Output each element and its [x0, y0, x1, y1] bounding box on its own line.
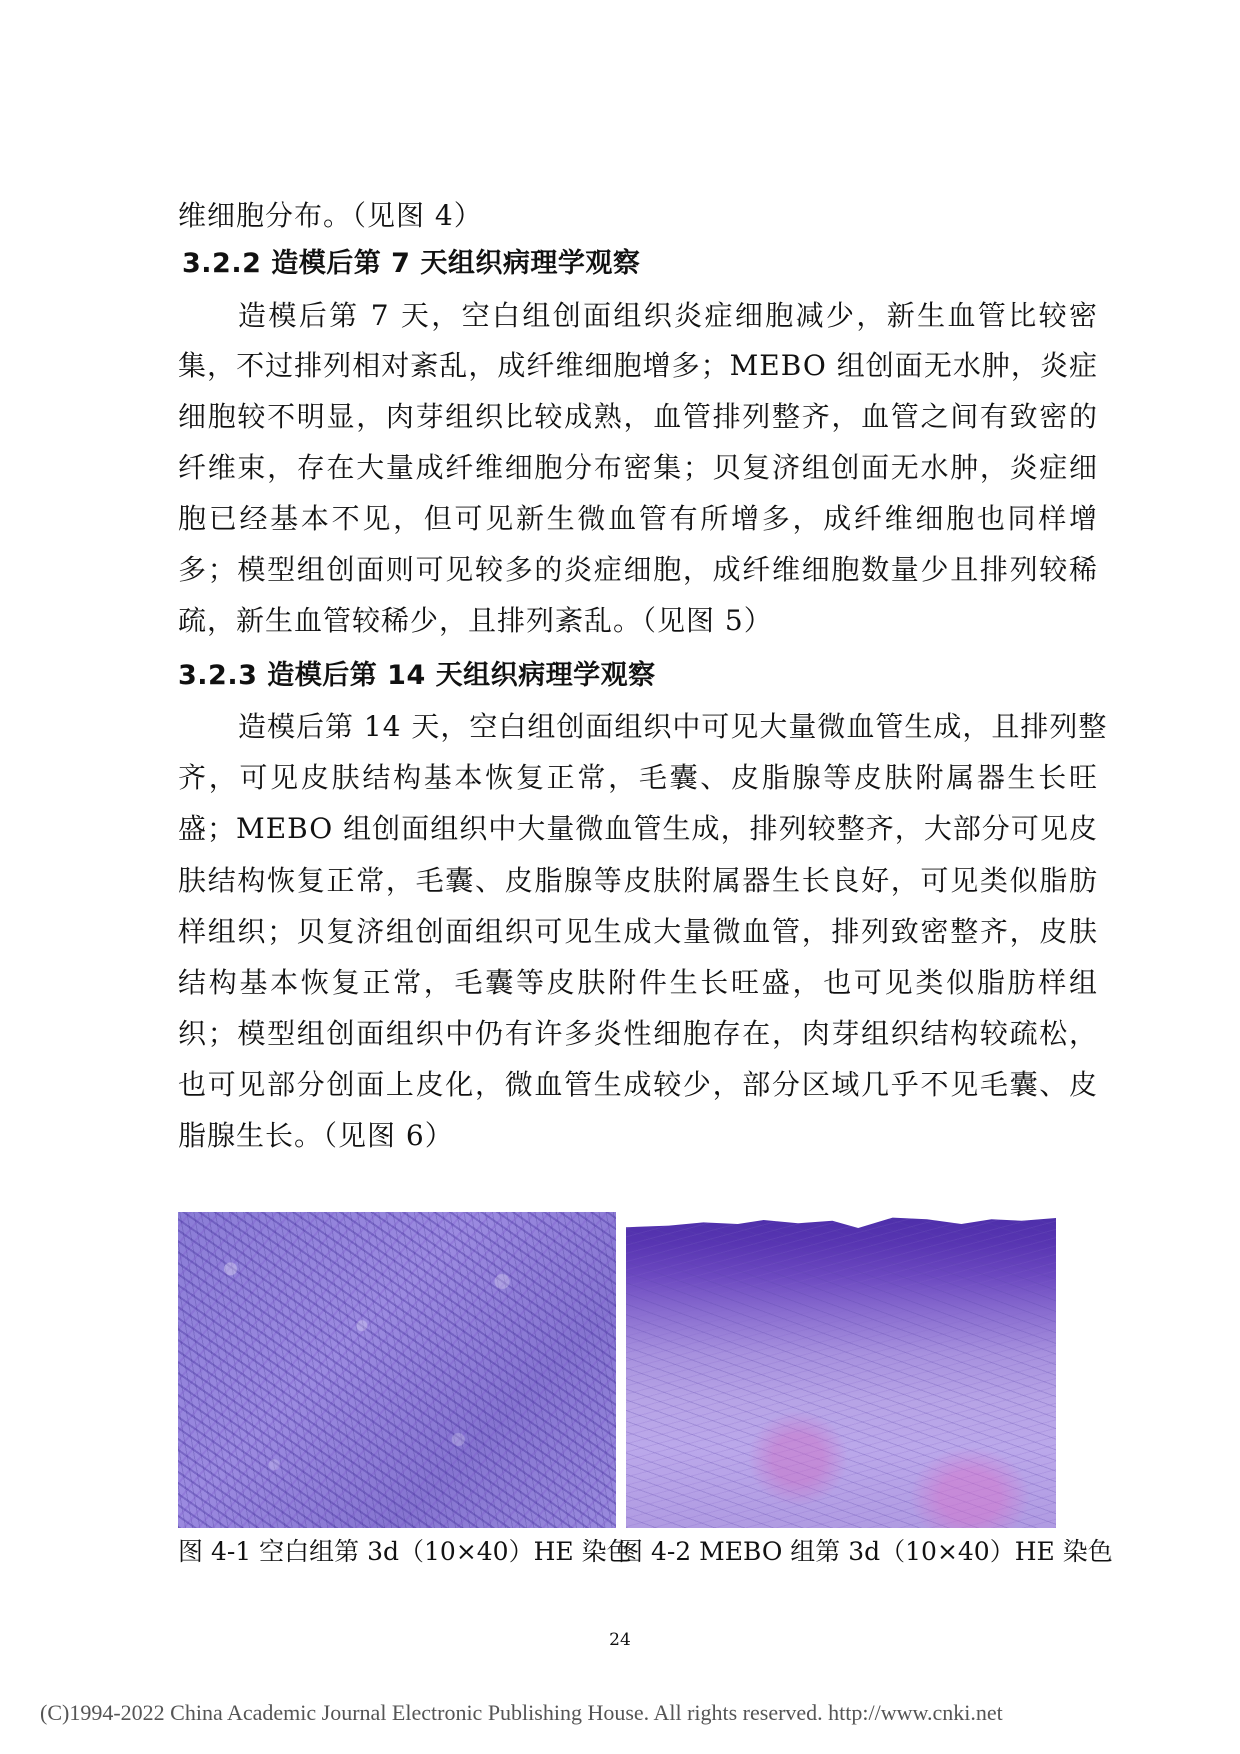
paragraph-line: 结构基本恢复正常，毛囊等皮肤附件生长旺盛，也可见类似脂肪样组 [178, 966, 1098, 999]
paragraph-line: 细胞较不明显，肉芽组织比较成熟，血管排列整齐，血管之间有致密的 [178, 400, 1098, 433]
copyright-footer: (C)1994-2022 China Academic Journal Electronic Publishing House. All rights reserved. http://www.cnki.net [40, 1700, 1003, 1725]
section-heading-day14: 3.2.3 造模后第 14 天组织病理学观察 [178, 660, 656, 691]
paragraph-continuation: 维细胞分布。（见图 4） [178, 199, 483, 232]
paragraph-line: 造模后第 14 天，空白组创面组织中可见大量微血管生成，且排列整 [238, 710, 1108, 743]
paragraph-line: 集，不过排列相对紊乱，成纤维细胞增多；MEBO 组创面无水肿，炎症 [178, 349, 1098, 382]
paragraph-line: 齐，可见皮肤结构基本恢复正常，毛囊、皮脂腺等皮肤附属器生长旺 [178, 761, 1098, 794]
image-edge [626, 1212, 1056, 1252]
paragraph-line: 肤结构恢复正常，毛囊、皮脂腺等皮肤附属器生长良好，可见类似脂肪 [178, 864, 1098, 897]
paragraph-line: 造模后第 7 天，空白组创面组织炎症细胞减少，新生血管比较密 [238, 299, 1098, 332]
section-heading-day7: 3.2.2 造模后第 7 天组织病理学观察 [182, 248, 641, 279]
figure-caption-4-1: 图 4-1 空白组第 3d（10×40）HE 染色 [178, 1537, 632, 1566]
paragraph-line: 脂腺生长。（见图 6） [178, 1119, 454, 1152]
paragraph-line: 样组织；贝复济组创面组织可见生成大量微血管，排列致密整齐，皮肤 [178, 915, 1098, 948]
page-number: 24 [609, 1630, 631, 1650]
paragraph-line: 胞已经基本不见，但可见新生微血管有所增多，成纤维细胞也同样增 [178, 502, 1098, 535]
paragraph-line: 盛；MEBO 组创面组织中大量微血管生成，排列较整齐，大部分可见皮 [178, 812, 1098, 845]
histology-image-mebo-group [626, 1212, 1056, 1528]
paragraph-line: 多；模型组创面则可见较多的炎症细胞，成纤维细胞数量少且排列较稀 [178, 553, 1098, 586]
figure-caption-4-2: 图 4-2 MEBO 组第 3d（10×40）HE 染色 [618, 1537, 1113, 1566]
paragraph-line: 纤维束，存在大量成纤维细胞分布密集；贝复济组创面无水肿，炎症细 [178, 451, 1098, 484]
paragraph-line: 也可见部分创面上皮化，微血管生成较少，部分区域几乎不见毛囊、皮 [178, 1068, 1098, 1101]
histology-image-blank-group [178, 1212, 616, 1528]
paragraph-line: 织；模型组创面组织中仍有许多炎性细胞存在，肉芽组织结构较疏松， [178, 1017, 1098, 1050]
paragraph-line: 疏，新生血管较稀少，且排列紊乱。（见图 5） [178, 604, 773, 637]
